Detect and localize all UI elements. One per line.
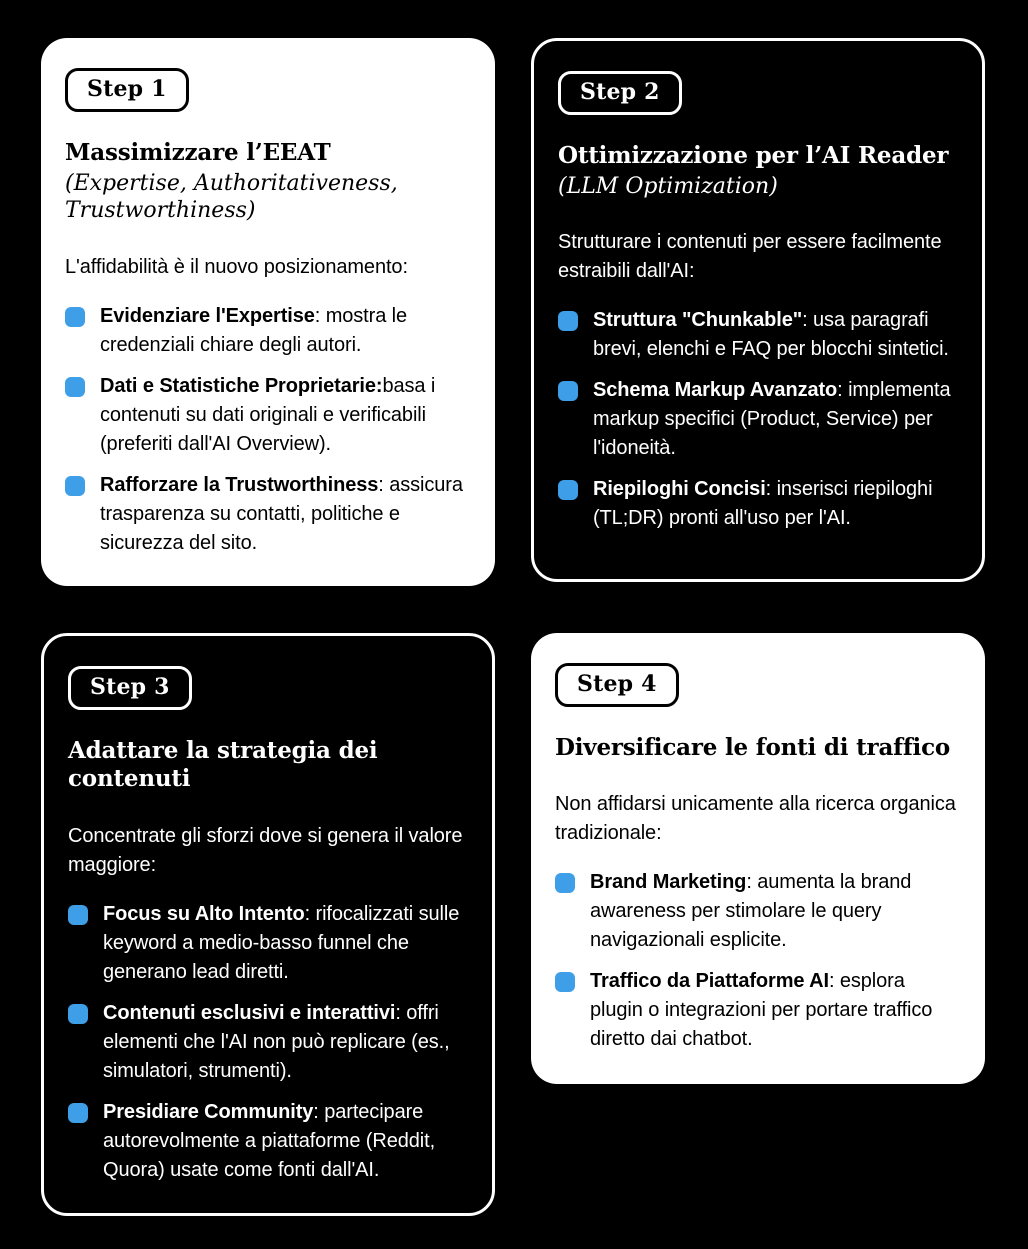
bullet-text	[593, 306, 958, 364]
list-item	[65, 471, 471, 558]
bullet-lead: Schema Markup Avanzato	[593, 379, 838, 402]
bullet-list	[555, 868, 961, 1054]
list-item	[558, 376, 958, 463]
bullet-list	[65, 302, 471, 558]
bullet-rest: : aumenta la brand awareness per stimolare le query navigazionali esplicite.	[590, 871, 912, 952]
card-title: Adattare la strategia dei contenuti	[68, 736, 378, 793]
step-4-card	[531, 633, 985, 1084]
bullet-square-icon	[558, 480, 578, 500]
bullet-square-icon	[68, 1004, 88, 1024]
bullet-rest: : offri elementi che l'AI non può replicare (es., simulatori, strumenti).	[103, 1002, 450, 1083]
card-title: Massimizzare l’EEAT	[65, 139, 331, 166]
card-intro: Non affidarsi unicamente alla ricerca organica tradizionale:	[555, 793, 956, 845]
bullet-text	[590, 868, 961, 955]
bullet-rest: : implementa markup specifici (Product, Service) per l'idoneità.	[593, 379, 951, 460]
card-intro: L'affidabilità è il nuovo posizionamento:	[65, 255, 408, 278]
list-item	[68, 900, 468, 987]
bullet-lead: Focus su Alto Intento	[103, 903, 305, 926]
list-item	[65, 372, 471, 459]
bullet-rest: : usa paragrafi brevi, elenchi e FAQ per blocchi sintetici.	[593, 309, 949, 361]
list-item	[68, 1098, 468, 1185]
bullet-text	[593, 475, 958, 533]
bullet-rest: : inserisci riepiloghi (TL;DR) pronti all'uso per l'AI.	[593, 478, 933, 530]
bullet-text	[103, 900, 468, 987]
bullet-lead: Presidiare Community	[103, 1101, 314, 1124]
bullet-list	[68, 900, 468, 1185]
bullet-lead: Riepiloghi Concisi	[593, 478, 766, 501]
bullet-rest: : assicura trasparenza su contatti, politiche e sicurezza del sito.	[100, 473, 463, 554]
list-item	[558, 475, 958, 533]
bullet-lead: Evidenziare l'Expertise	[100, 304, 315, 327]
bullet-text	[590, 967, 961, 1054]
bullet-square-icon	[558, 381, 578, 401]
bullet-text	[100, 372, 471, 459]
step-badge: Step 1	[65, 68, 189, 112]
bullet-rest: basa i contenuti su dati originali e verificabili (preferiti dall'AI Overview).	[100, 374, 436, 455]
bullet-rest: : partecipare autorevolmente a piattaforme (Reddit, Quora) usate come fonti dall'AI.	[103, 1101, 436, 1182]
bullet-text	[100, 471, 471, 558]
bullet-lead: Dati e Statistiche Proprietarie:	[100, 374, 383, 397]
card-intro: Concentrate gli sforzi dove si genera il valore maggiore:	[68, 825, 463, 877]
list-item	[558, 306, 958, 364]
list-item	[65, 302, 471, 360]
bullet-rest: : rifocalizzati sulle keyword a medio-basso funnel che generano lead diretti.	[103, 903, 460, 984]
bullet-square-icon	[555, 873, 575, 893]
card-intro: Strutturare i contenuti per essere facilmente estraibili dall'AI:	[558, 231, 942, 283]
list-item	[555, 967, 961, 1054]
step-badge: Step 2	[558, 71, 682, 115]
infographic-grid	[41, 38, 987, 1216]
step-badge: Step 3	[68, 666, 192, 710]
bullet-lead: Brand Marketing	[590, 871, 747, 894]
bullet-square-icon	[65, 377, 85, 397]
bullet-square-icon	[65, 476, 85, 496]
card-title: Diversificare le fonti di traffico	[555, 733, 951, 761]
bullet-square-icon	[555, 972, 575, 992]
bullet-lead: Contenuti esclusivi e interattivi	[103, 1002, 396, 1025]
bullet-square-icon	[68, 1103, 88, 1123]
list-item	[555, 868, 961, 955]
bullet-lead: Struttura "Chunkable"	[593, 309, 803, 332]
card-subtitle: (Expertise, Authoritativeness, Trustworthiness)	[65, 170, 398, 224]
bullet-lead: Traffico da Piattaforme AI	[590, 970, 829, 993]
bullet-rest: : esplora plugin o integrazioni per portare traffico diretto dai chatbot.	[590, 970, 933, 1051]
step-1-card	[41, 38, 495, 586]
bullet-list	[558, 306, 958, 533]
bullet-text	[593, 376, 958, 463]
step-badge: Step 4	[555, 663, 679, 707]
list-item	[68, 999, 468, 1086]
card-subtitle: (LLM Optimization)	[558, 173, 778, 199]
bullet-lead: Rafforzare la Trustworthiness	[100, 473, 379, 496]
step-3-card	[41, 633, 495, 1217]
bullet-text	[100, 302, 471, 360]
card-title: Ottimizzazione per l’AI Reader	[558, 142, 949, 169]
bullet-text	[103, 1098, 468, 1185]
bullet-square-icon	[65, 307, 85, 327]
bullet-square-icon	[558, 311, 578, 331]
bullet-text	[103, 999, 468, 1086]
bullet-rest: : mostra le credenziali chiare degli autori.	[100, 304, 408, 356]
bullet-square-icon	[68, 905, 88, 925]
step-2-card	[531, 38, 985, 582]
